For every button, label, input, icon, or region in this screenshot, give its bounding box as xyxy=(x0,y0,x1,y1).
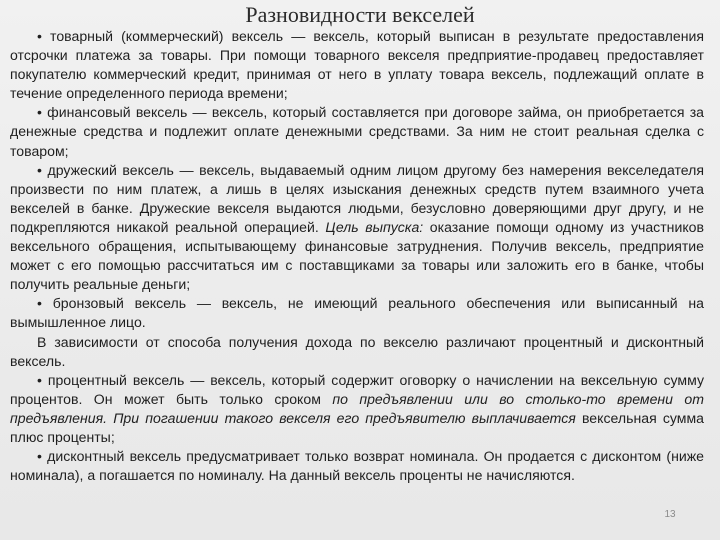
page-number: 13 xyxy=(664,509,676,520)
paragraph-commercial-bill: • товарный (коммерческий) вексель — вексель, который выписан в результате предоставления отсрочки платежа за товары. При помощи товарного векселя предприятие-продавец предоставляет покупателю коммерческий кредит, принимая от него в уплату товара вексель, подлежащий оплате в течение определенного периода времени; xyxy=(10,28,704,102)
interest-bill-italic-text: по предъявлении или во столько-то времени от предъявления. При погашении такого векселя его предъявителю выплачивается xyxy=(10,390,704,426)
interest-bill-text-after: вексельная сумма плюс проценты; xyxy=(10,409,704,445)
slide-title: Разновидности векселей xyxy=(245,2,475,27)
friendly-bill-text-after: оказание помощи одному из участников вексельного обращения, испытывающему финансовые затруднения. Получив вексель, предприятие может с его помощью рассчитаться им с поставщиками за товары или заложить его в банке, чтобы получить реальные деньги; xyxy=(10,218,704,293)
paragraph-income-types: В зависимости от способа получения дохода по векселю различают процентный и дисконтный вексель. xyxy=(10,333,704,369)
paragraph-bronze-bill: • бронзовый вексель — вексель, не имеющий реального обеспечения или выписанный на вымышленное лицо. xyxy=(10,295,704,331)
paragraph-discount-bill: • дисконтный вексель предусматривает только возврат номинала. Он продается с дисконтом (ниже номинала), а погашается по номиналу. На данный вексель проценты не начисляются. xyxy=(10,448,704,484)
friendly-bill-text-before: • дружеский вексель — вексель, выдаваемый одним лицом другому без намерения векселедателя произвести по ним платеж, а лишь в целях изыскания денежных средств путем взаимного учета векселей в банке. Дружеские векселя выдаются людьми, безусловно доверяющими друг другу, и не подкрепляются никакой реальной операцией. xyxy=(10,161,704,235)
interest-bill-text-before: • процентный вексель — вексель, который содержит оговорку о начислении на вексельную сумму процентов. Он может быть только сроком xyxy=(10,371,704,407)
friendly-bill-purpose-label: Цель выпуска: xyxy=(325,218,424,235)
paragraph-financial-bill: • финансовый вексель — вексель, который составляется при договоре займа, он приобретается за денежные средства и подлежит оплате денежными средствами. За ним не стоит реальная сделка с товаром; xyxy=(10,104,704,159)
slide-body xyxy=(10,27,704,485)
paragraph-interest-bill xyxy=(10,371,704,447)
paragraph-friendly-bill xyxy=(10,161,704,295)
